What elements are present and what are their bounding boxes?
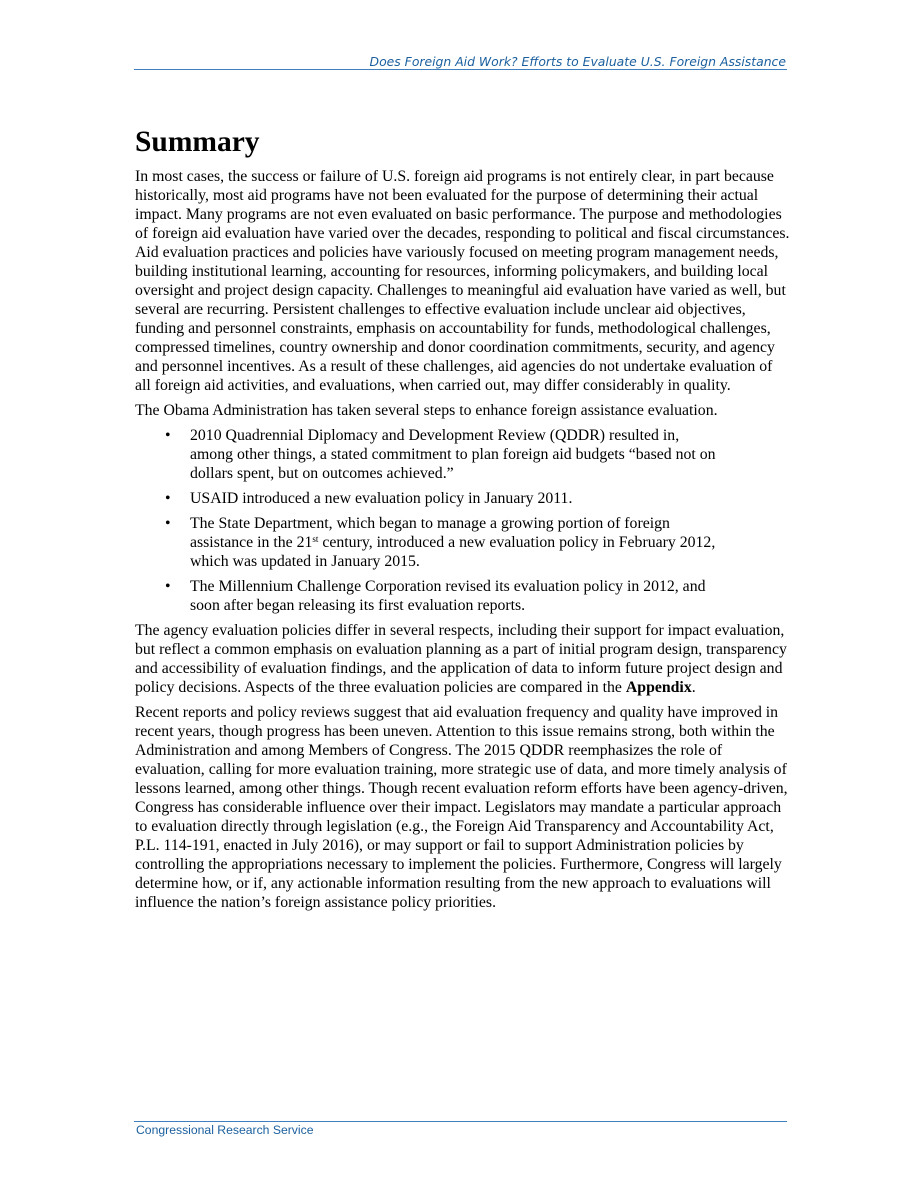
bullet-icon: • — [165, 490, 171, 507]
footer-publisher: Congressional Research Service — [136, 1123, 314, 1137]
summary-paragraph-4: Recent reports and policy reviews suggest that aid evaluation frequency and quality have improved in recent years, though progress has been uneven. Attention to this issue remains strong, both within the Administration and among Members of Congress. The 2015 QDDR reemphasizes the role of evaluation, calling for more evaluation training, more strategic use of data, and more timely analysis of lessons learned, among other things. Though recent evaluation reform efforts have been agency-driven, Congress has considerable influence over their impact. Legislators may mandate a particular approach to evaluation directly through legislation (e.g., the Foreign Aid Transparency and Accountability Act, P.L. 114-191, enacted in July 2016), or may support or fail to support Administration policies by controlling the appropriations necessary to implement the policies. Furthermore, Congress will largely determine how, or if, any actionable information resulting from the new approach to evaluations will influence the nation’s foreign assistance policy priorities. — [135, 704, 788, 911]
list-item-text: 2010 Quadrennial Diplomacy and Development Review (QDDR) resulted in, among other things, a stated commitment to plan foreign aid budgets “based not on dollars spent, but on outcomes achieved.” — [190, 427, 716, 482]
list-item — [135, 577, 720, 615]
list-item-text: The State Department, which began to manage a growing portion of foreign assistance in the 21 — [190, 515, 670, 551]
list-item — [135, 426, 720, 483]
bullet-icon: • — [165, 427, 171, 444]
summary-paragraph-1: In most cases, the success or failure of U.S. foreign aid programs is not entirely clear, in part because historically, most aid programs have not been evaluated for the purpose of determining their actual impact. Many programs are not even evaluated on basic performance. The purpose and methodologies of foreign aid evaluation have varied over the decades, responding to political and fiscal circumstances. Aid evaluation practices and policies have variously focused on meeting program management needs, building institutional learning, accounting for resources, informing policymakers, and building local oversight and project design capacity. Challenges to meaningful aid evaluation have varied as well, but several are recurring. Persistent challenges to effective evaluation include unclear aid objectives, funding and personnel constraints, emphasis on accountability for funds, methodological challenges, compressed timelines, country ownership and donor coordination commitments, security, and agency and personnel incentives. As a result of these challenges, aid agencies do not undertake evaluation of all foreign aid activities, and evaluations, when carried out, may differ considerably in quality. — [135, 168, 790, 394]
bullet-icon: • — [165, 578, 171, 595]
footer-divider — [134, 1121, 787, 1122]
page-title: Summary — [135, 126, 260, 158]
list-item — [135, 514, 720, 571]
summary-paragraph-3 — [135, 621, 790, 697]
appendix-reference: Appendix — [625, 679, 692, 696]
bullet-icon: • — [165, 515, 171, 532]
header-divider — [134, 69, 787, 70]
list-item-text: USAID introduced a new evaluation policy in January 2011. — [190, 490, 573, 507]
list-item-text-continued: century, introduced a new evaluation policy in February 2012, which was updated in January 2015. — [190, 534, 716, 570]
summary-section — [135, 122, 790, 918]
running-header-title: Does Foreign Aid Work? Efforts to Evaluate U.S. Foreign Assistance — [369, 54, 786, 69]
list-item-text: The Millennium Challenge Corporation revised its evaluation policy in 2012, and soon after began releasing its first evaluation reports. — [190, 578, 706, 614]
administration-steps-list — [135, 426, 790, 615]
list-item — [135, 489, 720, 508]
ordinal-superscript: st — [312, 534, 319, 544]
paragraph-text: The agency evaluation policies differ in several respects, including their support for impact evaluation, but reflect a common emphasis on evaluation planning as a part of initial program design, transparency and accessibility of evaluation findings, and the application of data to inform future project design and policy decisions. Aspects of the three evaluation policies are compared in the — [135, 622, 787, 696]
summary-paragraph-2: The Obama Administration has taken several steps to enhance foreign assistance evaluation. — [135, 402, 718, 419]
paragraph-end: . — [691, 679, 696, 696]
